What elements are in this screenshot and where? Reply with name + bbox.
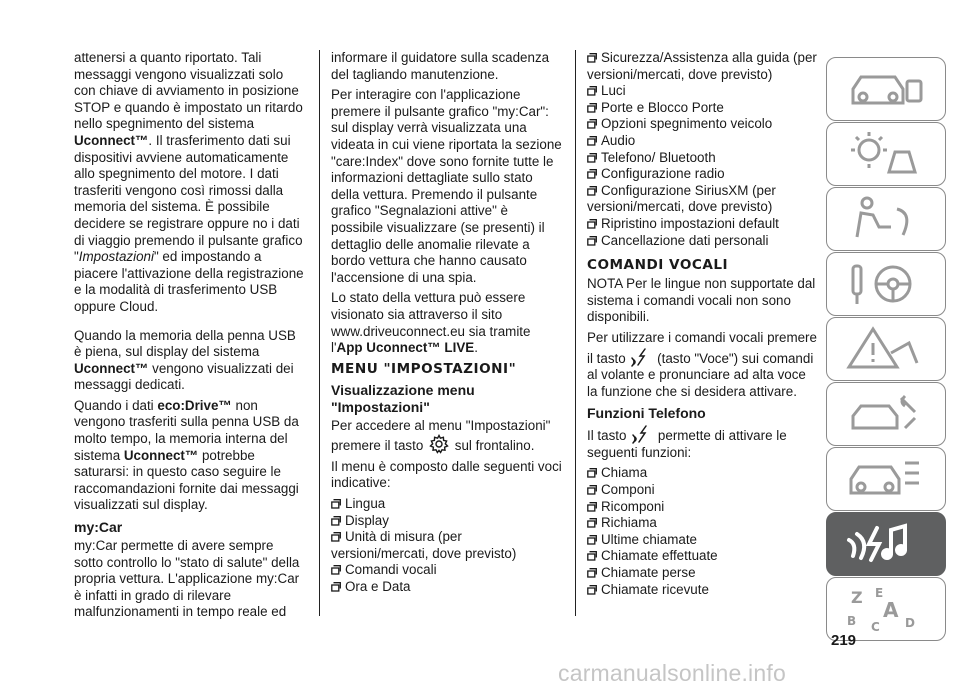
tab-multimedia[interactable] bbox=[826, 512, 946, 576]
list-item-label: Luci bbox=[601, 83, 626, 99]
list-item bbox=[587, 166, 819, 183]
list-item-label: Porte e Blocco Porte bbox=[601, 99, 724, 115]
voice-command-icon bbox=[632, 424, 652, 444]
list-item-label: Componi bbox=[601, 482, 655, 498]
bullet-arrow-icon bbox=[587, 117, 597, 127]
list-item bbox=[587, 565, 819, 582]
list-item bbox=[587, 515, 819, 532]
tab-maintenance[interactable] bbox=[826, 382, 946, 446]
list-item-label: Chiamate effettuate bbox=[601, 548, 718, 564]
svg-text:E: E bbox=[875, 586, 884, 600]
bullet-arrow-icon bbox=[331, 580, 341, 590]
list-item-label: Unità di misura (per versioni/mercati, dove previsto) bbox=[331, 529, 517, 561]
bullet-arrow-icon bbox=[587, 500, 597, 510]
emergency-triangle-icon bbox=[843, 323, 929, 375]
list-item bbox=[587, 100, 819, 117]
list-item-label: Comandi vocali bbox=[345, 562, 437, 578]
list-item-label: Opzioni spegnimento veicolo bbox=[601, 116, 773, 132]
list-item-label: Ora e Data bbox=[345, 579, 411, 595]
tab-emergency[interactable] bbox=[826, 317, 946, 381]
column-divider bbox=[319, 50, 320, 616]
list-item-label: Richiama bbox=[601, 515, 657, 531]
column-divider bbox=[575, 50, 576, 616]
bullet-arrow-icon bbox=[331, 563, 341, 573]
list-item bbox=[587, 482, 819, 499]
svg-text:Z: Z bbox=[851, 588, 863, 607]
svg-text:B: B bbox=[847, 614, 857, 628]
gear-icon bbox=[429, 434, 449, 454]
column-2 bbox=[331, 50, 563, 596]
bullet-arrow-icon bbox=[587, 167, 597, 177]
tab-warning-lights[interactable] bbox=[826, 122, 946, 186]
tab-safety[interactable] bbox=[826, 187, 946, 251]
list-item bbox=[587, 233, 819, 250]
key-steering-wheel-icon bbox=[843, 258, 929, 310]
bullet-arrow-icon bbox=[587, 51, 597, 61]
paragraph-access-menu: Per accedere al menu "Impostazioni" premere il tasto sul frontalino. bbox=[331, 417, 551, 454]
bullet-arrow-icon bbox=[587, 583, 597, 593]
voice-command-icon bbox=[631, 347, 651, 367]
bullet-arrow-icon bbox=[587, 234, 597, 244]
list-item-label: Display bbox=[345, 512, 389, 528]
list-item-label: Configurazione SiriusXM (per versioni/mercati, dove previsto) bbox=[587, 182, 776, 215]
heading-comandi-vocali: COMANDI VOCALI bbox=[587, 257, 729, 274]
paragraph-voice-usage: Per utilizzare i comandi vocali premere il tasto (tasto "Voce") sui comandi al volante e pronunciare ad alta voce la funzione che si desidera attivare. bbox=[587, 329, 817, 399]
bullet-arrow-icon bbox=[331, 497, 341, 507]
list-item bbox=[587, 216, 819, 233]
bullet-arrow-icon bbox=[587, 466, 597, 476]
list-item-label: Chiamate perse bbox=[601, 565, 696, 581]
bullet-arrow-icon bbox=[587, 101, 597, 111]
bullet-arrow-icon bbox=[587, 533, 597, 543]
list-item bbox=[331, 529, 563, 562]
list-item-label: Ricomponi bbox=[601, 498, 665, 514]
svg-text:C: C bbox=[871, 620, 880, 634]
list-item-label: Cancellazione dati personali bbox=[601, 232, 769, 248]
column-3 bbox=[587, 50, 819, 598]
list-item bbox=[587, 50, 819, 83]
bullet-arrow-icon bbox=[331, 514, 341, 524]
paragraph-eco-drive-transfer: attenersi a quanto riportato. Tali messaggi vengono visualizzati solo con chiave di avviamento in posizione STOP e quando è impostato un ritardo nello spegnimento del sistema Uconnect™. Il trasferimento dati sui dispositivi avviene automaticamente allo spegnimento del motore. I dati trasferiti vengono così rimossi dalla memoria del sistema. È possibile decidere se registrare oppure no i dati di viaggio premendo il pulsante grafico "Impostazioni" ed impostando a piacere l'attivazione della registrazione e la modalità di trasferimento USB oppure Cloud. bbox=[74, 50, 304, 314]
list-item bbox=[331, 579, 563, 596]
list-item-label: Ultime chiamate bbox=[601, 531, 697, 547]
warning-lights-icon bbox=[843, 128, 929, 180]
list-item bbox=[587, 83, 819, 100]
bullet-arrow-icon bbox=[587, 483, 597, 493]
bullet-arrow-icon bbox=[587, 549, 597, 559]
bullet-arrow-icon bbox=[587, 184, 597, 194]
paragraph-usb-full: Quando la memoria della penna USB è piena, sul display del sistema Uconnect™ vengono visualizzati dei messaggi dedicati. bbox=[74, 327, 296, 393]
paragraph-phone-key: Il tasto permette di attivare le seguenti funzioni: bbox=[587, 424, 819, 461]
heading-menu-impostazioni: MENU "IMPOSTAZIONI" bbox=[331, 360, 517, 377]
tab-starting-driving[interactable] bbox=[826, 252, 946, 316]
bullet-arrow-icon bbox=[587, 516, 597, 526]
list-item-label: Ripristino impostazioni default bbox=[601, 215, 779, 231]
tab-technical-data[interactable] bbox=[826, 447, 946, 511]
settings-menu-list bbox=[331, 496, 563, 596]
list-item-label: Audio bbox=[601, 132, 636, 148]
list-item-label: Chiamate ricevute bbox=[601, 581, 709, 597]
paragraph-mycar-interaction: Per interagire con l'applicazione premere il pulsante grafico "my:Car": sul display verrà visualizzata una videata in cui viene riportata la sezione "care:Index" dove sono fornite tutte le informazioni dettagliate sullo stato della vettura. Premendo il pulsante grafico "Segnalazioni attive" è possibile visualizzare (se presenti) il dettaglio delle anomalie rilevate a bordo vettura che hanno causato l'accensione di una spia. bbox=[331, 87, 562, 285]
bullet-arrow-icon bbox=[587, 134, 597, 144]
list-item bbox=[587, 532, 819, 549]
paragraph-vehicle-status: Lo stato della vettura può essere visionato sia attraverso il sito www.driveuconnect.eu sia tramite l'App Uconnect™ LIVE. bbox=[331, 290, 531, 356]
technical-data-icon bbox=[843, 453, 929, 505]
svg-text:D: D bbox=[905, 616, 915, 630]
alphabetical-index-icon bbox=[843, 583, 929, 635]
list-item-label: Lingua bbox=[345, 496, 386, 512]
paragraph-mycar: my:Car permette di avere sempre sotto controllo lo "stato di salute" della propria vettura. L'applicazione my:Car è infatti in grado di rilevare malfunzionamenti in tempo reale ed bbox=[74, 538, 300, 620]
list-item bbox=[587, 499, 819, 516]
list-item bbox=[331, 562, 563, 579]
list-item bbox=[331, 496, 563, 513]
watermark: carmanualsonline.info bbox=[558, 660, 786, 686]
bullet-arrow-icon bbox=[587, 566, 597, 576]
wrench-car-icon bbox=[843, 388, 929, 440]
list-item bbox=[331, 513, 563, 530]
list-item bbox=[587, 183, 819, 216]
seat-airbag-icon bbox=[843, 193, 929, 245]
svg-text:A: A bbox=[883, 598, 899, 622]
list-item-label: Configurazione radio bbox=[601, 166, 725, 182]
subheading-menu-view: Visualizzazione menu "Impostazioni" bbox=[331, 381, 475, 415]
list-item bbox=[587, 548, 819, 565]
bullet-arrow-icon bbox=[587, 84, 597, 94]
heading-mycar: my:Car bbox=[74, 519, 123, 536]
list-item bbox=[587, 150, 819, 167]
list-item bbox=[587, 465, 819, 482]
bullet-arrow-icon bbox=[587, 217, 597, 227]
multimedia-icon bbox=[843, 518, 929, 570]
phone-functions-list bbox=[587, 465, 819, 598]
paragraph-menu-items-intro: Il menu è composto dalle seguenti voci indicative: bbox=[331, 458, 562, 491]
page-number: 219 bbox=[831, 632, 857, 649]
paragraph-memory-saturation: Quando i dati eco:Drive™ non vengono trasferiti sulla penna USB da molto tempo, la memoria interna del sistema Uconnect™ potrebbe saturarsi: in questo caso seguire le raccomandazioni fornite dai messaggi visualizzati sul display. bbox=[74, 397, 299, 513]
settings-menu-list-continued bbox=[587, 50, 819, 249]
list-item bbox=[587, 582, 819, 599]
column-1 bbox=[74, 50, 304, 625]
list-item-label: Sicurezza/Assistenza alla guida (per versioni/mercati, dove previsto) bbox=[587, 50, 817, 82]
car-dashboard-icon bbox=[843, 63, 929, 115]
list-item bbox=[587, 133, 819, 150]
bullet-arrow-icon bbox=[331, 530, 341, 540]
list-item bbox=[587, 116, 819, 133]
list-item-label: Telefono/ Bluetooth bbox=[601, 149, 716, 165]
list-item-label: Chiama bbox=[601, 465, 648, 481]
heading-funzioni-telefono: Funzioni Telefono bbox=[587, 405, 706, 422]
tab-dashboard[interactable] bbox=[826, 57, 946, 121]
bullet-arrow-icon bbox=[587, 151, 597, 161]
paragraph-maintenance: informare il guidatore sulla scadenza del tagliando manutenzione. bbox=[331, 50, 550, 82]
paragraph-voice-note: NOTA Per le lingue non supportate dal sistema i comandi vocali non sono disponibili. bbox=[587, 276, 816, 325]
